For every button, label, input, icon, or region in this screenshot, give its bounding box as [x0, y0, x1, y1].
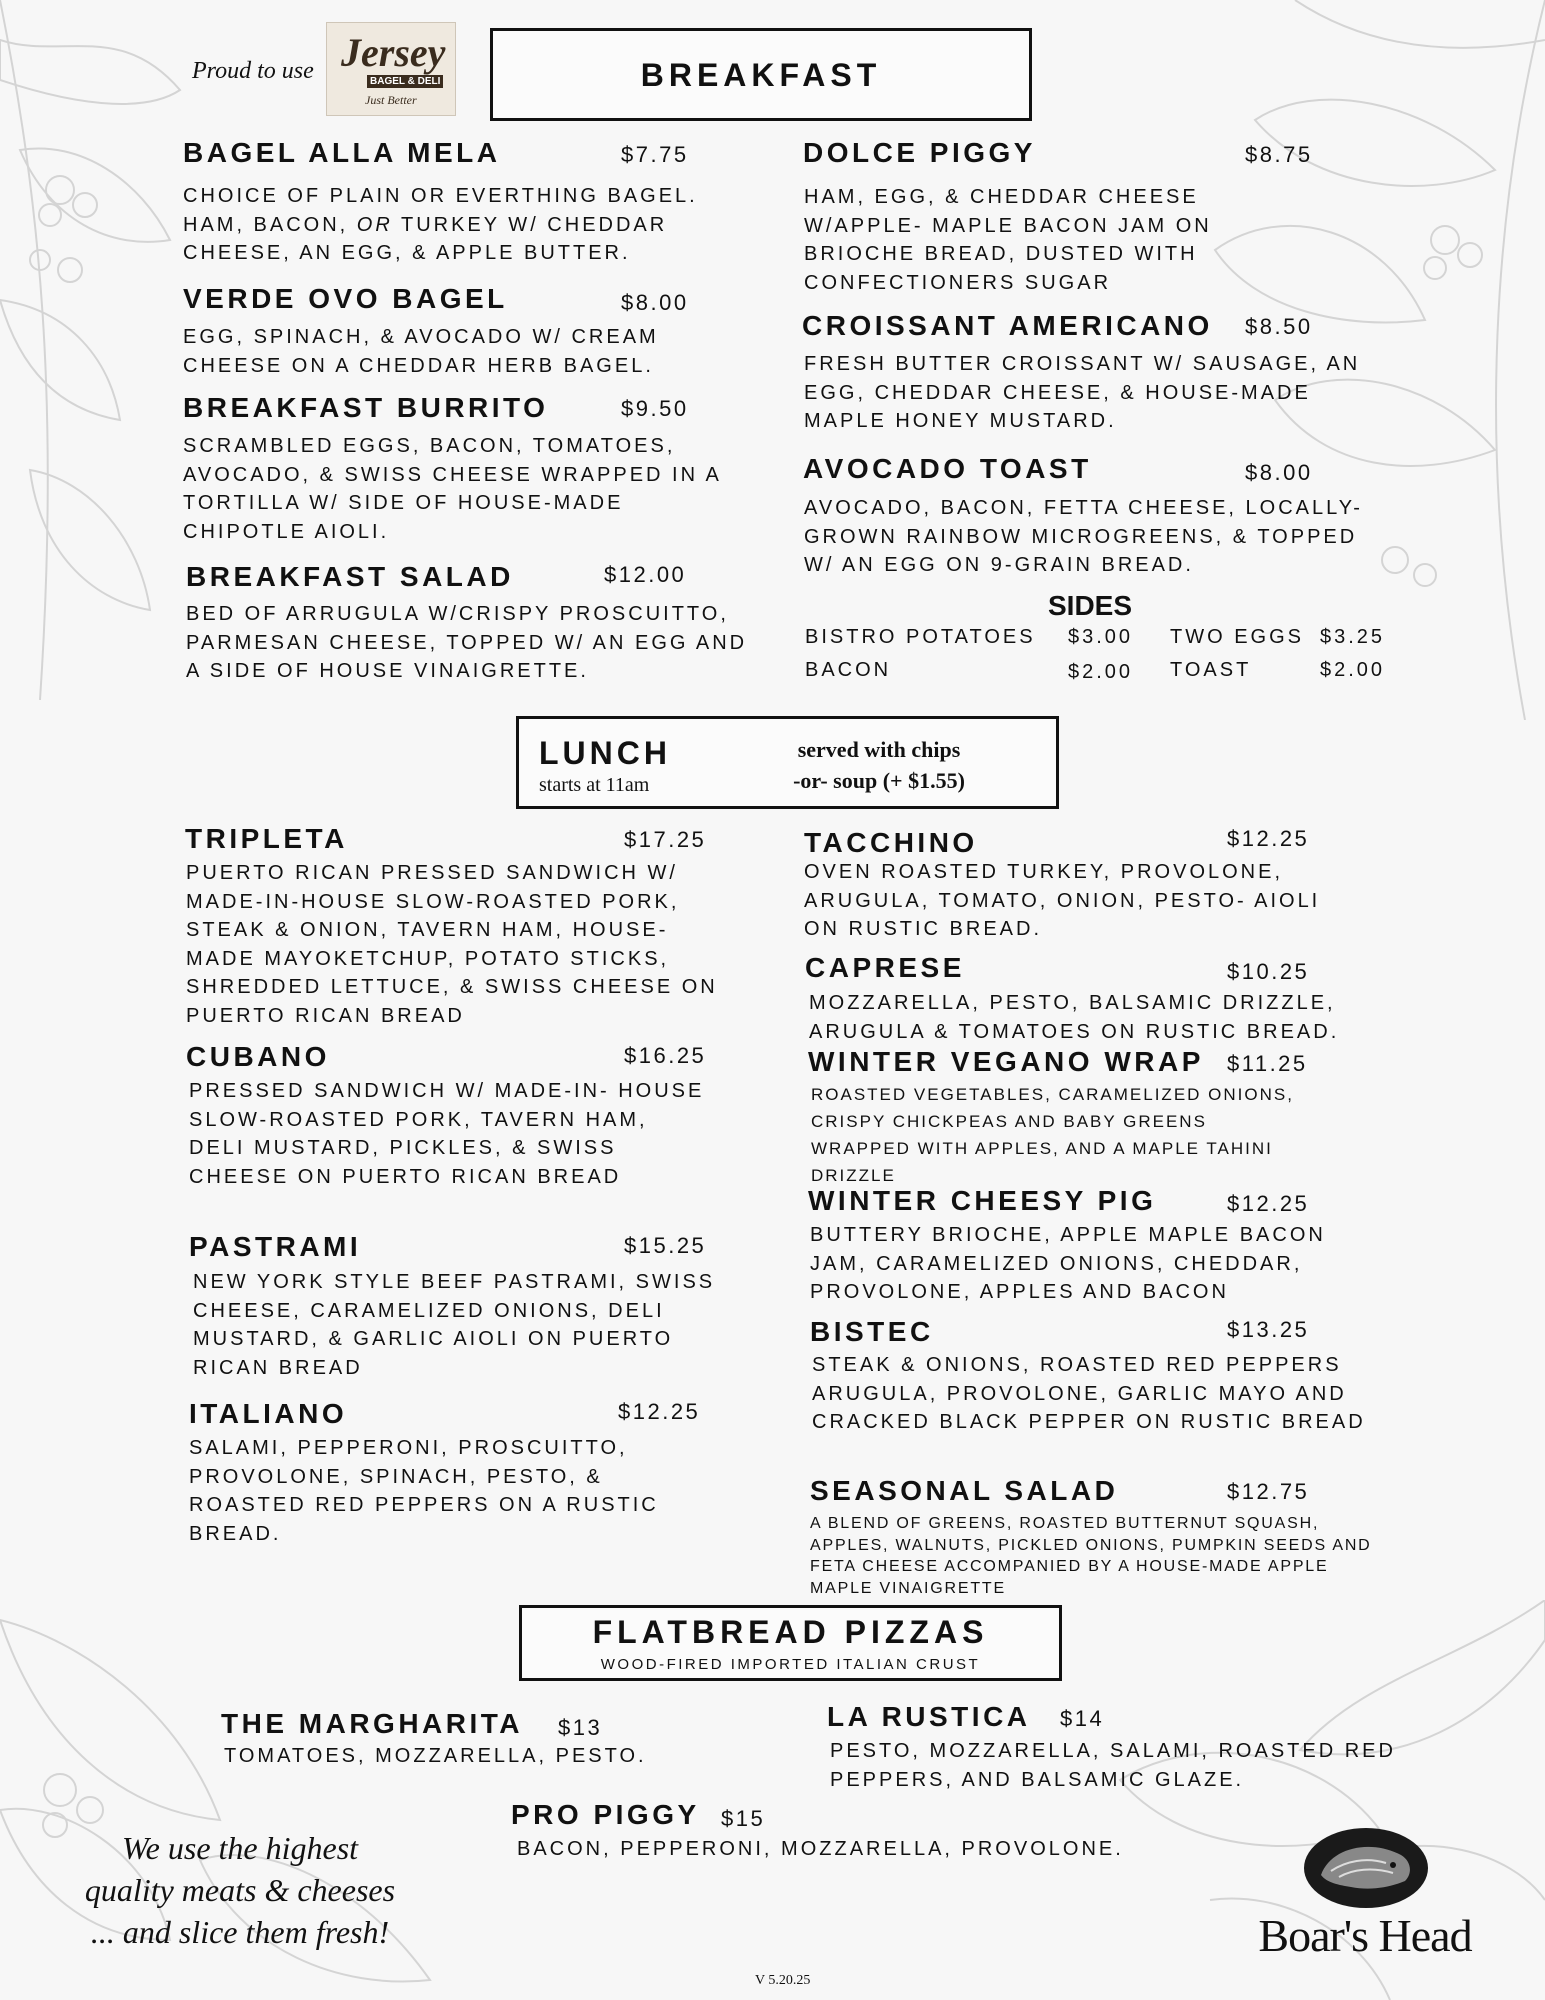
- logo-brand-text: Jersey: [341, 30, 446, 75]
- item-desc-verde-ovo-bagel: EGG, SPINACH, & AVOCADO W/ CREAM CHEESE ON A CHEDDAR HERB BAGEL.: [183, 326, 659, 377]
- breakfast-heading-box: [490, 28, 1032, 121]
- item-name-tacchino: TACCHINO: [804, 827, 978, 858]
- item-desc-bistec: STEAK & ONIONS, ROASTED RED PEPPERS ARUGULA, PROVOLONE, GARLIC MAYO AND CRACKED BLACK PEPPER ON RUSTIC BREAD: [812, 1354, 1366, 1433]
- lunch-heading-box: [516, 716, 1059, 809]
- quote-line-1: We use the highest: [121, 1830, 359, 1866]
- item-desc-pastrami: NEW YORK STYLE BEEF PASTRAMI, SWISS CHEESE, CARAMELIZED ONIONS, DELI MUSTARD, & GARLIC AIOLI ON PUERTO RICAN BREAD: [193, 1271, 716, 1379]
- item-name-winter-cheesy-pig: WINTER CHEESY PIG: [808, 1185, 1157, 1216]
- proud-to-use-text: Proud to use: [192, 58, 314, 84]
- item-price-winter-cheesy-pig: $12.25: [1227, 1191, 1310, 1216]
- item-desc-bagel-alla-mela: [183, 182, 743, 268]
- flatbread-subheading: WOOD-FIRED IMPORTED ITALIAN CRUST: [600, 1656, 981, 1673]
- sides-heading: SIDES: [1048, 590, 1133, 621]
- item-price-bistec: $13.25: [1227, 1317, 1310, 1342]
- item-price-breakfast-burrito: $9.50: [621, 396, 689, 421]
- item-price-la-rustica: $14: [1060, 1706, 1105, 1731]
- item-price-winter-vegano-wrap: $11.25: [1227, 1051, 1308, 1076]
- item-desc-cubano: PRESSED SANDWICH W/ MADE-IN- HOUSE SLOW-ROASTED PORK, TAVERN HAM, DELI MUSTARD, PICKLES, & SWISS CHEESE ON PUERTO RICAN BREAD: [189, 1080, 705, 1188]
- item-desc-seasonal-salad: A BLEND OF GREENS, ROASTED BUTTERNUT SQUASH, APPLES, WALNUTS, PICKLED ONIONS, PUMPKIN SEEDS AND FETA CHEESE ACCOMPANIED BY A HOUSE-MADE APPLE MAPLE VINAIGRETTE: [810, 1515, 1372, 1597]
- item-price-pastrami: $15.25: [624, 1233, 707, 1258]
- item-desc-italiano: SALAMI, PEPPERONI, PROSCUITTO, PROVOLONE, SPINACH, PESTO, & ROASTED RED PEPPERS ON A RUSTIC BREAD.: [189, 1437, 659, 1545]
- side-name-bistro-potatoes: BISTRO POTATOES: [805, 626, 1036, 648]
- side-name-bacon: BACON: [805, 659, 892, 681]
- logo-tagline: Just Better: [365, 93, 417, 107]
- item-desc-tripleta: PUERTO RICAN PRESSED SANDWICH W/ MADE-IN-HOUSE SLOW-ROASTED PORK, STEAK & ONION, TAVERN HAM, HOUSE- MADE MAYOKETCHUP, POTATO STICKS, SHREDDED LETTUCE, & SWISS CHEESE ON PUERTO RICAN BREAD: [186, 862, 718, 1027]
- lunch-subheading: starts at 11am: [539, 774, 650, 796]
- item-name-breakfast-burrito: BREAKFAST BURRITO: [183, 392, 549, 423]
- side-price-bacon: $2.00: [1068, 661, 1134, 683]
- side-name-two-eggs: TWO EGGS: [1170, 626, 1304, 648]
- quote-line-2: quality meats & cheeses: [84, 1872, 396, 1908]
- side-price-bistro-potatoes: $3.00: [1068, 626, 1134, 648]
- item-name-la-rustica: LA RUSTICA: [827, 1701, 1031, 1732]
- item-name-breakfast-salad: BREAKFAST SALAD: [186, 561, 514, 592]
- item-price-bagel-alla-mela: $7.75: [621, 142, 689, 167]
- item-name-cubano: CUBANO: [186, 1041, 330, 1072]
- item-name-tripleta: TRIPLETA: [185, 823, 348, 854]
- item-desc-croissant-americano: FRESH BUTTER CROISSANT W/ SAUSAGE, AN EGG, CHEDDAR CHEESE, & HOUSE-MADE MAPLE HONEY MUSTARD.: [804, 353, 1361, 432]
- item-price-verde-ovo-bagel: $8.00: [621, 290, 689, 315]
- item-price-croissant-americano: $8.50: [1245, 314, 1313, 339]
- boar-icon: [1301, 1825, 1431, 1911]
- item-desc-tacchino: OVEN ROASTED TURKEY, PROVOLONE, ARUGULA, TOMATO, ONION, PESTO- AIOLI ON RUSTIC BREAD.: [804, 861, 1321, 940]
- item-desc-avocado-toast: AVOCADO, BACON, FETTA CHEESE, LOCALLY-GROWN RAINBOW MICROGREENS, & TOPPED W/ AN EGG ON 9-GRAIN BREAD.: [804, 497, 1363, 576]
- item-name-pro-piggy: PRO PIGGY: [511, 1799, 700, 1830]
- logo-sub-text: BAGEL & DELI: [367, 75, 443, 88]
- breakfast-heading: BREAKFAST: [640, 57, 882, 93]
- item-price-tacchino: $12.25: [1227, 826, 1310, 851]
- item-name-pastrami: PASTRAMI: [189, 1231, 362, 1262]
- item-name-bistec: BISTEC: [810, 1316, 934, 1347]
- item-name-croissant-americano: CROISSANT AMERICANO: [802, 310, 1213, 341]
- item-desc-dolce-piggy: HAM, EGG, & CHEDDAR CHEESE W/APPLE- MAPLE BACON JAM ON BRIOCHE BREAD, DUSTED WITH CONFECTIONERS SUGAR: [804, 186, 1212, 294]
- item-desc-the-margharita: TOMATOES, MOZZARELLA, PESTO.: [224, 1745, 647, 1767]
- quality-quote: [50, 1827, 430, 1953]
- item-price-seasonal-salad: $12.75: [1227, 1479, 1310, 1504]
- item-desc-breakfast-salad: BED OF ARRUGULA W/CRISPY PROSCUITTO, PARMESAN CHEESE, TOPPED W/ AN EGG AND A SIDE OF HOUSE VINAIGRETTE.: [186, 603, 748, 682]
- item-name-italiano: ITALIANO: [189, 1398, 348, 1429]
- item-name-bagel-alla-mela: BAGEL ALLA MELA: [183, 137, 501, 168]
- lunch-heading: LUNCH: [539, 735, 671, 771]
- item-price-dolce-piggy: $8.75: [1245, 142, 1313, 167]
- side-price-two-eggs: $3.25: [1320, 626, 1386, 648]
- item-price-tripleta: $17.25: [624, 827, 707, 852]
- lunch-note-line2: -or- soup (+ $1.55): [793, 768, 965, 793]
- boars-head-logo: [1245, 1825, 1485, 1965]
- item-price-cubano: $16.25: [624, 1043, 707, 1068]
- quote-line-3: ... and slice them fresh!: [90, 1914, 390, 1950]
- side-price-toast: $2.00: [1320, 659, 1386, 681]
- item-name-winter-vegano-wrap: WINTER VEGANO WRAP: [808, 1046, 1204, 1077]
- item-price-breakfast-salad: $12.00: [604, 562, 687, 587]
- desc-emphasis: OR: [356, 213, 393, 236]
- item-name-avocado-toast: AVOCADO TOAST: [803, 453, 1092, 484]
- item-desc-pro-piggy: BACON, PEPPERONI, MOZZARELLA, PROVOLONE.: [517, 1838, 1124, 1860]
- side-name-toast: TOAST: [1170, 659, 1252, 681]
- item-name-caprese: CAPRESE: [805, 952, 965, 983]
- boars-head-wordmark: Boar's Head: [1258, 1910, 1472, 1961]
- item-price-italiano: $12.25: [618, 1399, 701, 1424]
- item-price-caprese: $10.25: [1227, 959, 1310, 984]
- item-price-pro-piggy: $15: [721, 1806, 766, 1831]
- lunch-note-line1: served with chips: [797, 737, 961, 762]
- jersey-bagel-deli-logo: [326, 22, 456, 116]
- item-name-the-margharita: THE MARGHARITA: [221, 1708, 524, 1739]
- version-label: V 5.20.25: [755, 1973, 811, 1988]
- item-desc-winter-vegano-wrap: ROASTED VEGETABLES, CARAMELIZED ONIONS, CRISPY CHICKPEAS AND BABY GREENS WRAPPED WITH APPLES, AND A MAPLE TAHINI DRIZZLE: [811, 1085, 1294, 1185]
- item-name-dolce-piggy: DOLCE PIGGY: [803, 137, 1036, 168]
- item-desc-la-rustica: PESTO, MOZZARELLA, SALAMI, ROASTED RED PEPPERS, AND BALSAMIC GLAZE.: [830, 1740, 1396, 1791]
- item-price-the-margharita: $13: [558, 1715, 603, 1740]
- desc-part: CHOICE OF PLAIN OR EVERTHING BAGEL. HAM, BACON,: [183, 185, 698, 236]
- item-desc-winter-cheesy-pig: BUTTERY BRIOCHE, APPLE MAPLE BACON JAM, CARAMELIZED ONIONS, CHEDDAR, PROVOLONE, APPLES AND BACON: [810, 1224, 1326, 1303]
- flatbread-heading: FLATBREAD PIZZAS: [592, 1614, 989, 1650]
- flatbread-heading-box: [519, 1605, 1062, 1681]
- item-desc-breakfast-burrito: SCRAMBLED EGGS, BACON, TOMATOES, AVOCADO, & SWISS CHEESE WRAPPED IN A TORTILLA W/ SIDE OF HOUSE-MADE CHIPOTLE AIOLI.: [183, 435, 721, 543]
- item-name-seasonal-salad: SEASONAL SALAD: [810, 1475, 1119, 1506]
- item-price-avocado-toast: $8.00: [1245, 460, 1313, 485]
- desc-part: TURKEY W/ CHEDDAR CHEESE, AN EGG, & APPLE BUTTER.: [183, 213, 668, 264]
- item-name-verde-ovo-bagel: VERDE OVO BAGEL: [183, 283, 508, 314]
- item-desc-caprese: MOZZARELLA, PESTO, BALSAMIC DRIZZLE, ARUGULA & TOMATOES ON RUSTIC BREAD.: [809, 992, 1340, 1043]
